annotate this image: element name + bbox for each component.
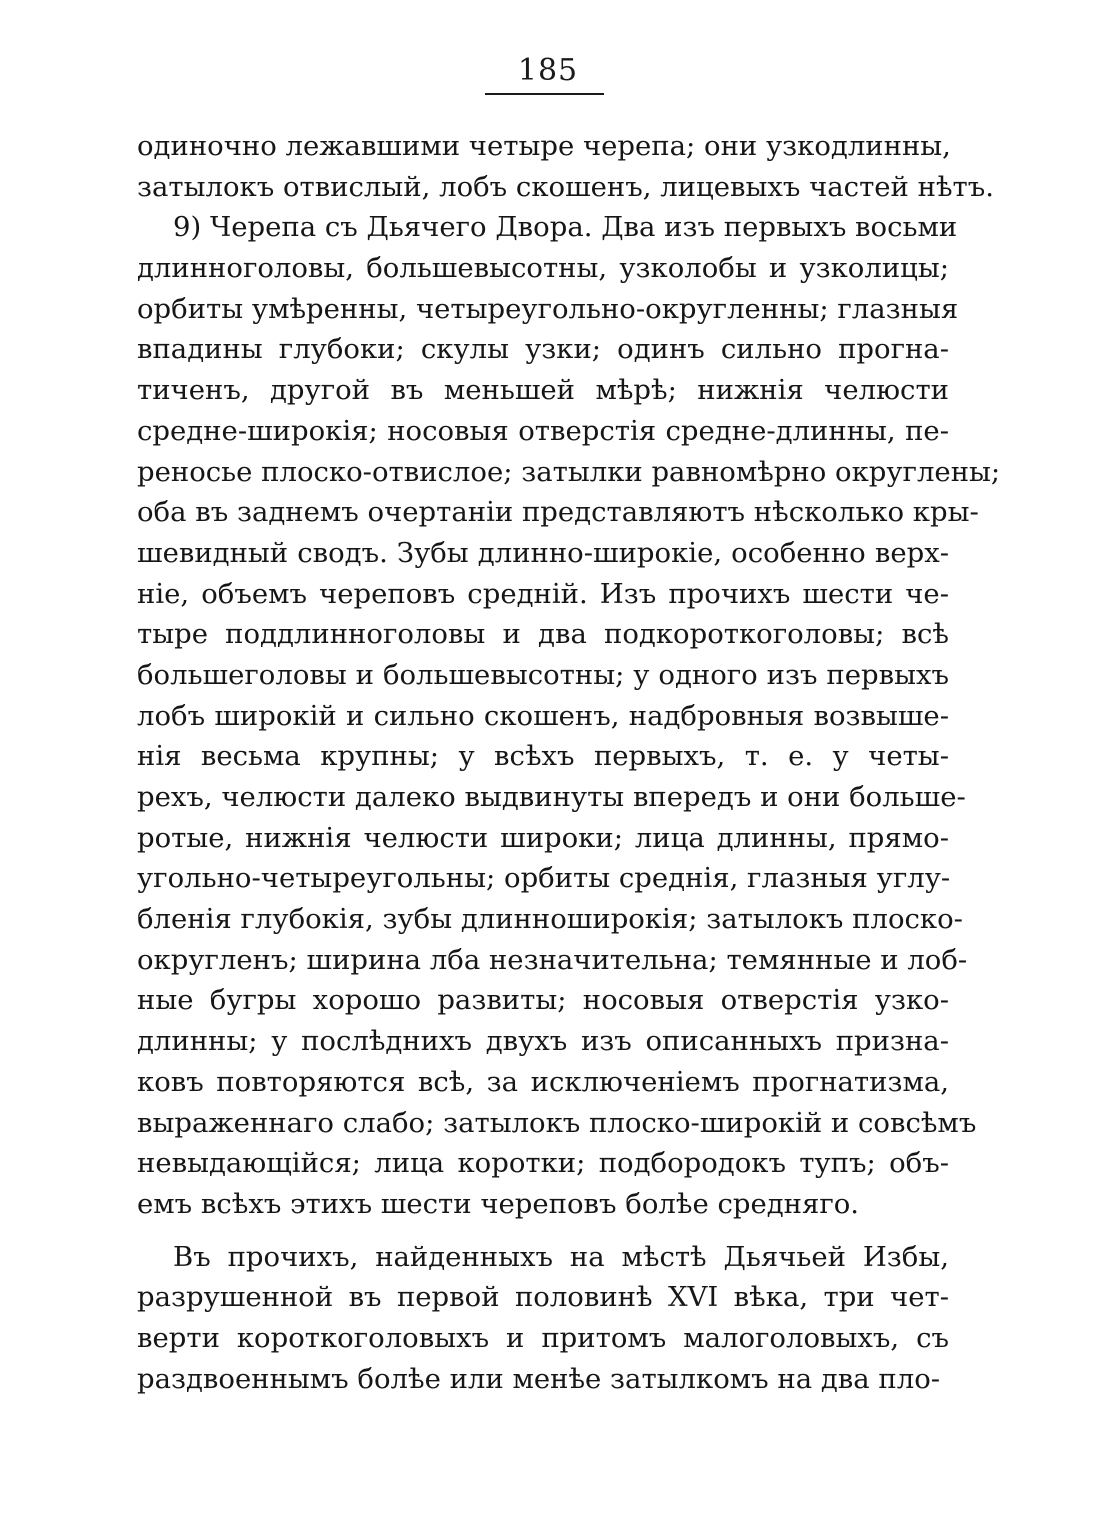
text-line: оба въ заднемъ очертаніи представляютъ нѣсколько кры- (137, 496, 979, 529)
text-line: одиночно лежавшими четыре черепа; они узкодлинны, (137, 130, 951, 162)
text-line: шевидный сводъ. Зубы длинно-широкіе, особенно верх- (137, 536, 949, 569)
page-number-rule (485, 93, 604, 95)
text-line: ніе, объемъ череповъ средній. Изъ прочихъ шести че- (137, 577, 949, 610)
text-line: ротые, нижнія челюсти широки; лица длинны, прямо- (137, 821, 949, 854)
text-line: длинны; у послѣднихъ двухъ изъ описанныхъ призна- (137, 1025, 949, 1058)
text-line: верти короткоголовыхъ и притомъ малоголовыхъ, съ (137, 1321, 949, 1354)
text-line: нія весьма крупны; у всѣхъ первыхъ, т. е. у четы- (137, 740, 949, 773)
text-line: 9) Черепа съ Дьячего Двора. Два изъ первыхъ восьми (173, 211, 958, 244)
text-line: затылокъ отвислый, лобъ скошенъ, лицевыхъ частей нѣтъ. (137, 170, 994, 203)
page-body-text (137, 126, 1001, 1399)
text-line: ные бугры хорошо развиты; носовыя отверстія узко- (137, 984, 949, 1017)
text-line: раздвоеннымъ болѣе или менѣе затылкомъ на два пло- (137, 1362, 941, 1395)
text-line: невыдающійся; лица коротки; подбородокъ тупъ; объ- (137, 1147, 949, 1180)
page-number: 185 (517, 53, 579, 88)
text-line: тыре поддлинноголовы и два подкороткоголовы; всѣ (137, 618, 949, 651)
text-line: выраженнаго слабо; затылокъ плоско-широкій и совсѣмъ (137, 1106, 977, 1139)
paragraph (137, 126, 994, 207)
text-line: бленія глубокія, зубы длинноширокія; затылокъ плоско- (137, 903, 963, 936)
text-line: орбиты умѣренны, четыреугольно-округленны; глазныя (137, 292, 959, 325)
paragraph (137, 207, 1001, 1224)
text-line: рехъ, челюсти далеко выдвинуты впередъ и они больше- (137, 781, 966, 813)
text-line: впадины глубоки; скулы узки; одинъ сильно прогна- (137, 333, 949, 366)
text-line: ковъ повторяются всѣ, за исключеніемъ прогнатизма, (137, 1065, 949, 1098)
text-line: Въ прочихъ, найденныхъ на мѣстѣ Дьячьей Избы, (173, 1240, 949, 1273)
text-line: округленъ; ширина лба незначительна; темянные и лоб- (137, 943, 968, 976)
paragraph (137, 1237, 949, 1400)
text-line: реносье плоско-отвислое; затылки равномѣрно округлены; (137, 455, 1001, 488)
text-line: длинноголовы, большевысотны, узколобы и узколицы; (137, 252, 949, 285)
text-line: разрушенной въ первой половинѣ XVI вѣка, три чет- (137, 1281, 949, 1314)
text-line: тиченъ, другой въ меньшей мѣрѣ; нижнія челюсти (137, 374, 949, 407)
text-line: лобъ широкій и сильно скошенъ, надбровныя возвыше- (137, 699, 949, 732)
text-line: средне-широкія; носовыя отверстія средне-длинны, пе- (137, 414, 949, 447)
text-line: емъ всѣхъ этихъ шести череповъ болѣе средняго. (137, 1187, 860, 1220)
paragraph-gap (137, 1225, 949, 1237)
text-line: угольно-четыреугольны; орбиты среднія, глазныя углу- (137, 862, 951, 895)
text-line: большеголовы и большевысотны; у одного изъ первыхъ (137, 658, 949, 691)
